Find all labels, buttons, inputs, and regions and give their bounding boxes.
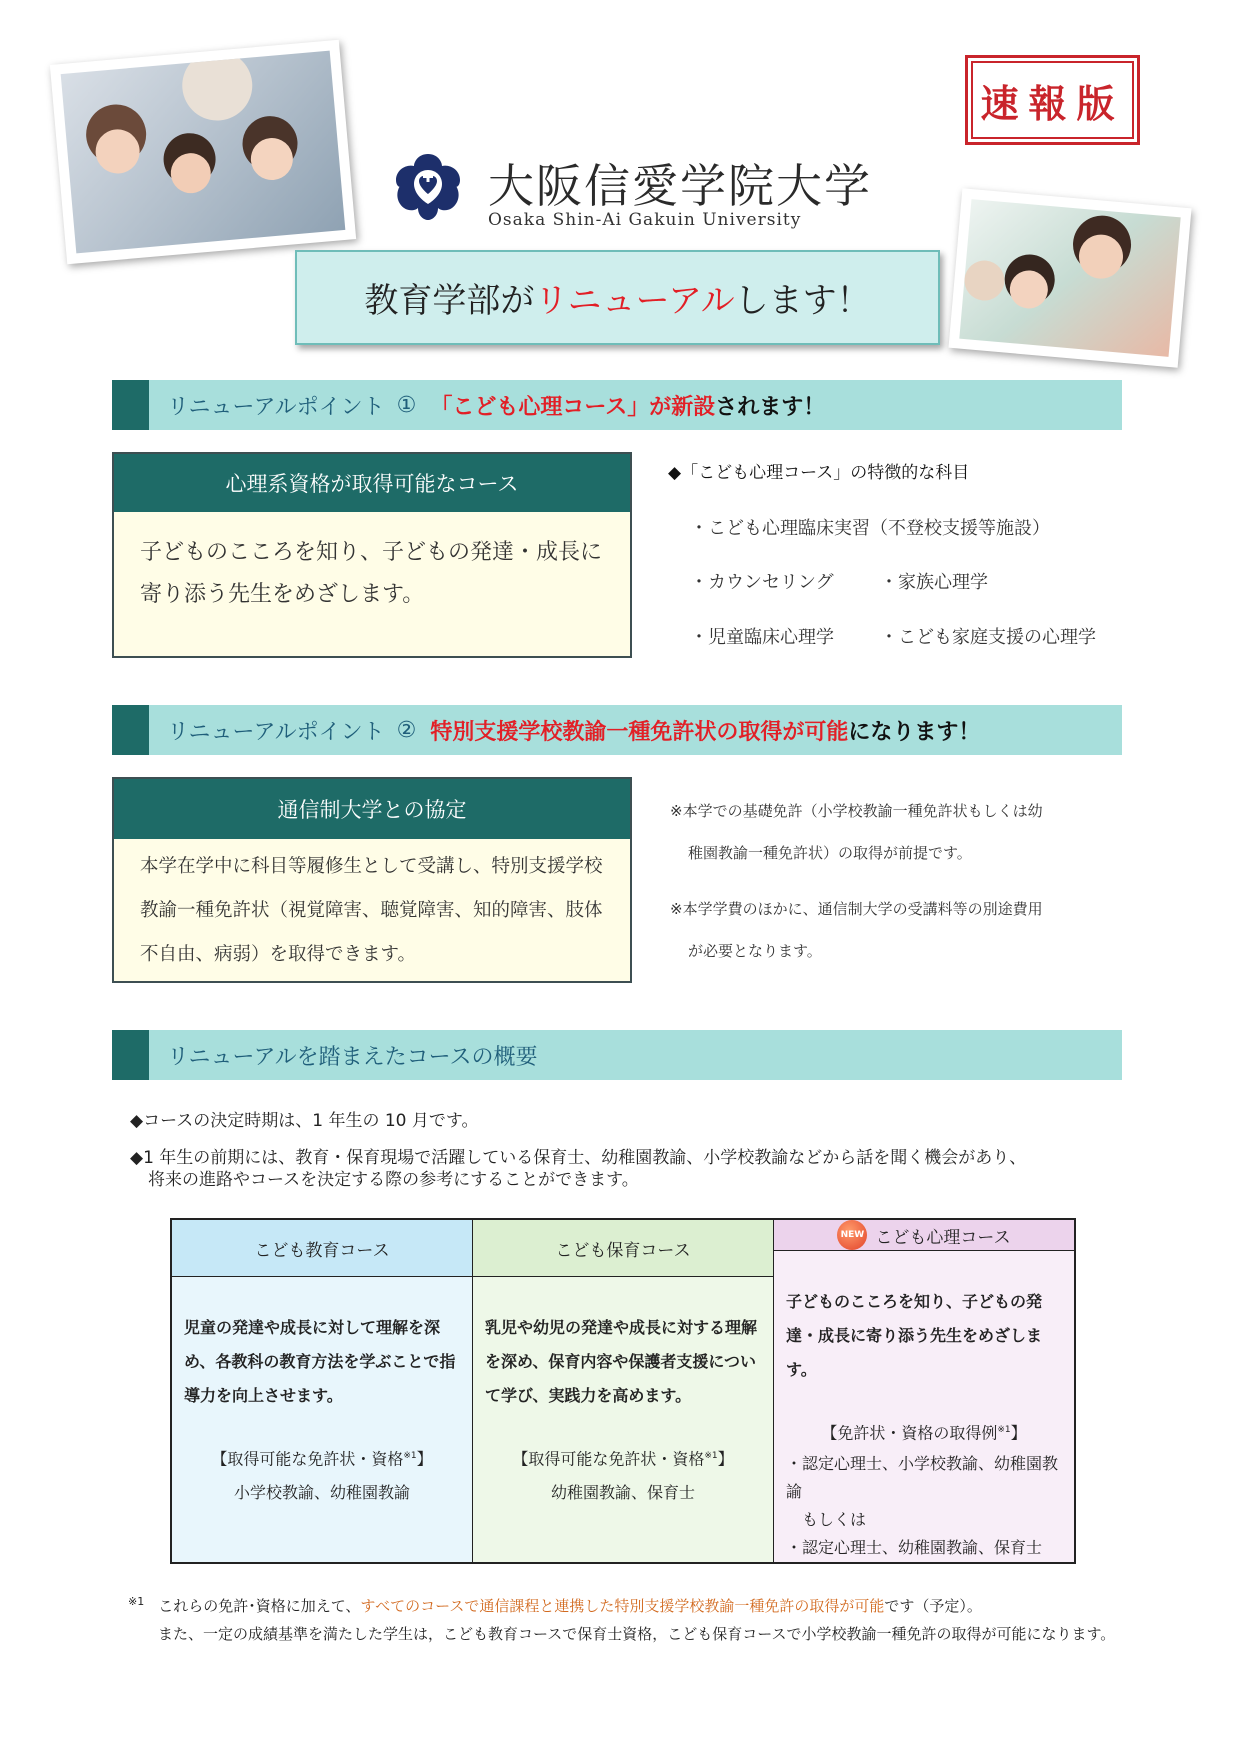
footnote (128, 1588, 1115, 1648)
course-name: こども心理コース (875, 1227, 1011, 1248)
note: ※本学学費のほかに、通信制大学の受講料等の別途費用 (670, 900, 1043, 918)
footnote-mark: ※1 (128, 1595, 145, 1608)
note: が必要となります。 (688, 942, 822, 960)
course-column (473, 1220, 774, 1562)
section3-header (112, 1030, 1122, 1080)
section2-box (112, 777, 632, 983)
preliminary-stamp: 速報版 (965, 55, 1140, 145)
feature-item: ・こども家庭支援の心理学 (880, 627, 1096, 648)
section2-tail: になります！ (848, 719, 981, 745)
section2-box-body: 本学在学中に科目等履修生として受講し、特別支援学校教諭一種免許状（視覚障害、聴覚障害、知的障害、肢体不自由、病弱）を取得できます。 (140, 856, 603, 965)
course-name: こども保育コース (473, 1220, 773, 1277)
section2-label: リニューアルポイント (167, 719, 385, 745)
features-title: ◆「こども心理コース」の特徴的な科目 (668, 463, 970, 483)
title-post: します！ (734, 281, 871, 321)
qualification-item: ・認定心理士、幼稚園教諭、保育士 (786, 1538, 1043, 1558)
section1-label: リニューアルポイント (167, 394, 385, 420)
course-description: 児童の発達や成長に対して理解を深め、各教科の教育方法を学ぶことで指導力を向上させます。 (184, 1318, 456, 1405)
qualification-label: 【免許状・資格の取得例$^{※1}$】 (821, 1423, 1027, 1443)
title-pre: 教育学部が (364, 281, 535, 321)
section1-box-body: 子どものこころを知り、子どもの発達・成長に寄り添う先生をめざします。 (140, 540, 603, 607)
qualification-list: 幼稚園教諭、保育士 (550, 1483, 695, 1503)
feature-item: ・カウンセリング (690, 572, 834, 593)
course-description: 乳児や幼児の発達や成長に対する理解を深め、保育内容や保護者支援について学び、実践力を高めます。 (485, 1318, 758, 1405)
footnote-line2: また、一定の成績基準を満たした学生は，こども教育コースで保育士資格，こども保育コースで小学校教諭一種免許の取得が可能になります。 (158, 1625, 1116, 1643)
course-column (774, 1220, 1074, 1562)
course-name: こども教育コース (172, 1220, 472, 1277)
section2-number: ② (396, 717, 417, 743)
qualification-list: 小学校教諭、幼稚園教諭 (233, 1483, 410, 1503)
university-crest-icon (392, 150, 464, 222)
teacher-children-photo (948, 188, 1191, 367)
new-badge-icon: NEW (837, 1220, 867, 1250)
section2-header (112, 705, 1122, 755)
section1-box (112, 452, 632, 658)
footnote-line1-pre: これらの免許･資格に加えて、 (158, 1597, 361, 1615)
footnote-line1-post: です（予定）。 (884, 1597, 982, 1615)
section1-tail: されます！ (715, 394, 826, 420)
section2-highlight: 特別支援学校教諭一種免許状の取得が可能 (430, 719, 849, 745)
note: 稚園教諭一種免許状）の取得が前提です。 (688, 844, 972, 862)
note: ※本学での基礎免許（小学校教諭一種免許状もしくは幼 (670, 802, 1043, 820)
course-description: 子どものこころを知り、子どもの発達・成長に寄り添う先生をめざします。 (786, 1292, 1043, 1379)
qualification-label: 【取得可能な免許状・資格$^{※1}$】 (512, 1449, 734, 1469)
bullet-item: 将来の進路やコースを決定する際の参考にすることができます。 (148, 1170, 639, 1190)
section1-highlight: 「こども心理コース」が新設 (430, 394, 716, 420)
title-highlight: リニューアル (534, 281, 735, 321)
section1-header (112, 380, 1122, 430)
footnote-line1-highlight: すべてのコースで通信課程と連携した特別支援学校教諭一種免許の取得が可能 (360, 1597, 885, 1615)
section2-box-header: 通信制大学との協定 (114, 779, 630, 839)
course-table (170, 1218, 1076, 1564)
bullet-item: ◆コースの決定時期は、1 年生の 10 月です。 (130, 1111, 479, 1131)
university-name-en: Osaka Shin-Ai Gakuin University (488, 210, 802, 230)
classroom-photo (50, 40, 356, 265)
feature-item: ・こども心理臨床実習（不登校支援等施設） (690, 518, 1050, 539)
feature-item: ・家族心理学 (880, 572, 988, 593)
university-name-jp: 大阪信愛学院大学 (488, 159, 872, 213)
section1-box-header: 心理系資格が取得可能なコース (114, 454, 630, 512)
qualification-item: ・認定心理士、小学校教諭、幼稚園教諭 (786, 1454, 1059, 1502)
course-column (172, 1220, 473, 1562)
qualification-label: 【取得可能な免許状・資格$^{※1}$】 (211, 1449, 433, 1469)
bullet-item: ◆1 年生の前期には、教育・保育現場で活躍している保育士、幼稚園教諭、小学校教諭などから話を聞く機会があり、 (130, 1148, 1027, 1168)
qualification-item: もしくは (802, 1510, 867, 1530)
main-title (295, 250, 940, 345)
section3-label: リニューアルを踏まえたコースの概要 (167, 1044, 538, 1070)
feature-item: ・児童臨床心理学 (690, 627, 834, 648)
section1-number: ① (396, 392, 417, 418)
